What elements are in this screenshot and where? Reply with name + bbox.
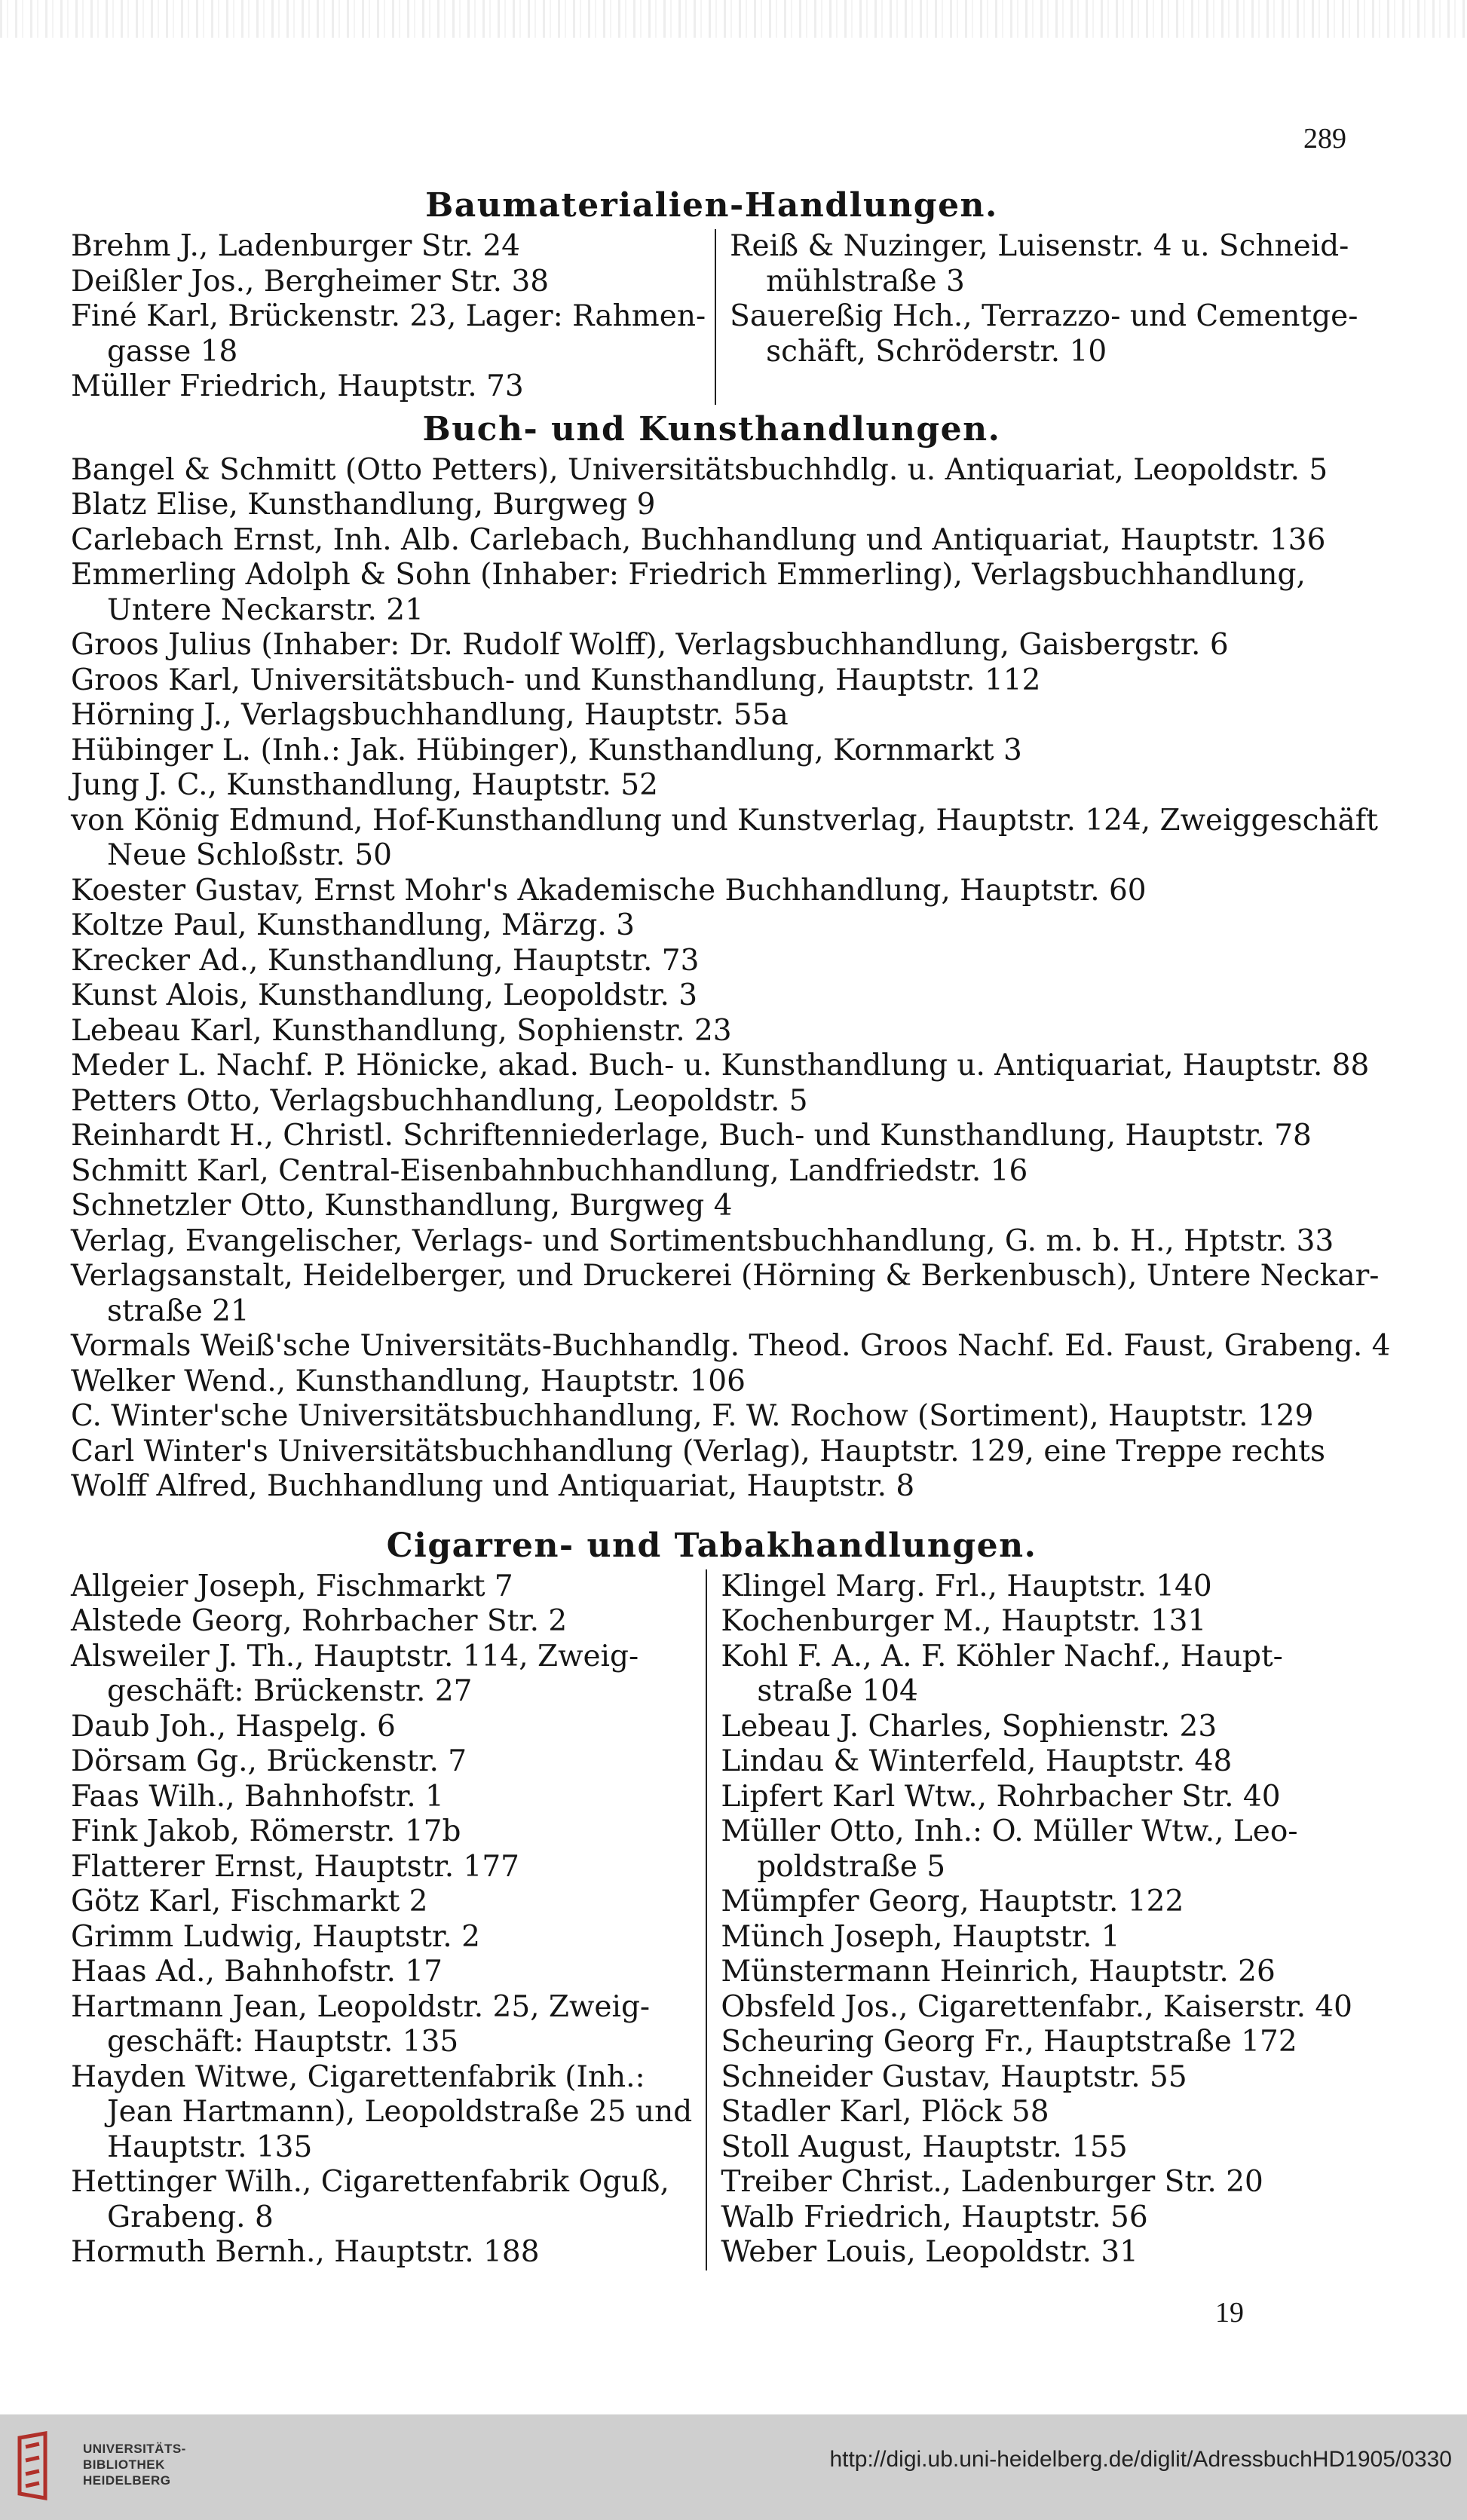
entry-line: Jung J. C., Kunsthandlung, Hauptstr. 52	[71, 768, 658, 802]
column-left	[71, 1569, 706, 2270]
entry-line: Schmitt Karl, Central-Eisenbahnbuchhandlung, Landfriedstr. 16	[71, 1153, 1028, 1188]
source-url-link[interactable]: http://digi.ub.uni-heidelberg.de/diglit/AdressbuchHD1905/0330	[829, 2447, 1452, 2472]
entry-line: Stoll August, Hauptstr. 155	[721, 2130, 1128, 2164]
entry-line: Weber Louis, Leopoldstr. 31	[721, 2235, 1138, 2269]
directory-entry	[721, 2165, 1352, 2200]
directory-entry	[721, 1990, 1352, 2025]
entry-line: von König Edmund, Hof-Kunsthandlung und Kunstverlag, Hauptstr. 124, Zweiggeschäft	[71, 803, 1378, 837]
directory-entry	[721, 2235, 1352, 2270]
directory-entry	[71, 265, 706, 300]
directory-entry	[71, 1569, 697, 1605]
section-cigarren	[71, 1569, 1352, 2270]
entry-line: Carl Winter's Universitätsbuchhandlung (Verlag), Hauptstr. 129, eine Treppe rechts	[71, 1434, 1325, 1468]
entry-line: Walb Friedrich, Hauptstr. 56	[721, 2200, 1148, 2234]
entry-line: Alstede Georg, Rohrbacher Str. 2	[71, 1604, 568, 1638]
section-heading-buch: Buch- und Kunsthandlungen.	[422, 409, 1001, 449]
entry-line: Grimm Ludwig, Hauptstr. 2	[71, 1919, 480, 1954]
entry-line: Emmerling Adolph & Sohn (Inhaber: Friedrich Emmerling), Verlagsbuchhandlung,	[71, 558, 1306, 592]
directory-entry	[721, 1780, 1352, 1815]
entry-line: Hettinger Wilh., Cigarettenfabrik Oguß,	[71, 2165, 669, 2199]
entry-continuation: Grabeng. 8	[107, 2200, 274, 2234]
entry-line: Obsfeld Jos., Cigarettenfabr., Kaiserstr. 40	[721, 1989, 1352, 2024]
entry-line: Müller Otto, Inh.: O. Müller Wtw., Leo-	[721, 1814, 1298, 1848]
directory-entry	[71, 1189, 1352, 1224]
directory-entry	[71, 299, 706, 369]
entry-line: Schneider Gustav, Hauptstr. 55	[721, 2059, 1187, 2094]
entry-line: Finé Karl, Brückenstr. 23, Lager: Rahmen-	[71, 299, 706, 333]
entry-continuation: gasse 18	[107, 334, 238, 369]
library-name-line: BIBLIOTHEK	[83, 2457, 165, 2472]
entry-continuation: Neue Schloßstr. 50	[107, 838, 392, 872]
entry-line: Dörsam Gg., Brückenstr. 7	[71, 1744, 467, 1778]
directory-entry	[71, 944, 1352, 979]
signature-number: 19	[1215, 2297, 1244, 2329]
directory-entry	[71, 369, 706, 405]
directory-entry	[71, 1920, 697, 1955]
entry-line: Fink Jakob, Römerstr. 17b	[71, 1814, 461, 1848]
entry-line: Vormals Weiß'sche Universitäts-Buchhandlg. Theod. Groos Nachf. Ed. Faust, Grabeng. 4	[71, 1329, 1391, 1363]
entry-line: Petters Otto, Verlagsbuchhandlung, Leopoldstr. 5	[71, 1083, 808, 1118]
library-logo-icon	[15, 2430, 51, 2503]
directory-entry	[71, 1885, 697, 1920]
directory-entry	[721, 2130, 1352, 2166]
directory-entry	[71, 1604, 697, 1640]
directory-entry	[721, 1814, 1352, 1885]
entry-continuation: geschäft: Brückenstr. 27	[107, 1674, 473, 1708]
entry-line: Lindau & Winterfeld, Hauptstr. 48	[721, 1744, 1233, 1778]
directory-entry	[730, 229, 1358, 299]
entry-continuation: Hauptstr. 135	[107, 2130, 313, 2164]
directory-entry	[71, 628, 1352, 663]
entry-line: Hübinger L. (Inh.: Jak. Hübinger), Kunsthandlung, Kornmarkt 3	[71, 733, 1022, 767]
directory-entry	[71, 1329, 1391, 1364]
entry-line: Kochenburger M., Hauptstr. 131	[721, 1604, 1207, 1638]
directory-entry	[71, 453, 1352, 488]
entry-line: Scheuring Georg Fr., Hauptstraße 172	[721, 2025, 1297, 2059]
entry-line: Bangel & Schmitt (Otto Petters), Universitätsbuchhdlg. u. Antiquariat, Leopoldstr. 5	[71, 452, 1328, 487]
directory-entry	[71, 1955, 697, 1990]
entry-line: Verlagsanstalt, Heidelberger, und Druckerei (Hörning & Berkenbusch), Untere Neckar-	[71, 1259, 1380, 1293]
library-name-line: UNIVERSITÄTS-	[83, 2442, 186, 2456]
entry-line: Allgeier Joseph, Fischmarkt 7	[71, 1569, 513, 1603]
directory-entry	[721, 1744, 1352, 1780]
directory-entry	[721, 1920, 1352, 1955]
entry-line: Mümpfer Georg, Hauptstr. 122	[721, 1885, 1184, 1918]
directory-entry	[71, 698, 1352, 733]
entry-line: Groos Karl, Universitätsbuch- und Kunsthandlung, Hauptstr. 112	[71, 663, 1041, 697]
entry-line: Reiß & Nuzinger, Luisenstr. 4 u. Schneid-	[730, 229, 1349, 263]
entry-line: Brehm J., Ladenburger Str. 24	[71, 229, 520, 263]
entry-line: Krecker Ad., Kunsthandlung, Hauptstr. 73	[71, 943, 700, 978]
entry-continuation: straße 21	[107, 1294, 250, 1328]
entry-continuation: schäft, Schröderstr. 10	[766, 334, 1107, 369]
entry-line: Meder L. Nachf. P. Hönicke, akad. Buch- u. Kunsthandlung u. Antiquariat, Hauptstr. 88	[71, 1049, 1370, 1082]
entry-line: Verlag, Evangelischer, Verlags- und Sortimentsbuchhandlung, G. m. b. H., Hptstr. 33	[71, 1223, 1334, 1258]
entry-line: Alsweiler J. Th., Hauptstr. 114, Zweig-	[71, 1639, 639, 1673]
directory-entry	[71, 1435, 1352, 1470]
directory-entry	[71, 1814, 697, 1850]
directory-entry	[71, 1154, 1352, 1190]
directory-entry	[71, 1990, 697, 2060]
section-buch	[71, 452, 1391, 1505]
page-number: 289	[1303, 123, 1346, 155]
entry-continuation: geschäft: Hauptstr. 135	[107, 2025, 459, 2059]
directory-entry	[71, 1224, 1352, 1260]
entry-line: Blatz Elise, Kunsthandlung, Burgweg 9	[71, 488, 656, 522]
directory-entry	[71, 2165, 697, 2235]
entry-line: Kunst Alois, Kunsthandlung, Leopoldstr. 3	[71, 978, 698, 1012]
entry-continuation: Untere Neckarstr. 21	[107, 592, 424, 627]
directory-entry	[71, 1710, 697, 1745]
entry-line: Daub Joh., Haspelg. 6	[71, 1709, 396, 1744]
directory-entry	[71, 1364, 1352, 1400]
directory-entry	[71, 1640, 697, 1710]
entry-line: Stadler Karl, Plöck 58	[721, 2095, 1049, 2129]
directory-entry	[721, 1604, 1352, 1640]
entry-line: Lipfert Karl Wtw., Rohrbacher Str. 40	[721, 1779, 1281, 1814]
directory-entry	[71, 1399, 1352, 1435]
section-heading-cigarren: Cigarren- und Tabakhandlungen.	[386, 1526, 1037, 1565]
entry-line: Münch Joseph, Hauptstr. 1	[721, 1919, 1120, 1954]
directory-entry	[71, 1850, 697, 1885]
directory-entry	[71, 523, 1352, 559]
directory-entry	[71, 803, 1378, 874]
directory-entry	[71, 488, 1352, 523]
directory-entry	[71, 1259, 1380, 1329]
directory-entry	[71, 1744, 697, 1780]
directory-entry	[721, 1955, 1352, 1990]
entry-line: Lebeau J. Charles, Sophienstr. 23	[721, 1709, 1217, 1744]
entry-continuation: mühlstraße 3	[766, 264, 965, 299]
directory-entry	[71, 1119, 1352, 1154]
directory-entry	[71, 768, 1352, 804]
directory-entry	[71, 1084, 1352, 1119]
entry-line: Sauereßig Hch., Terrazzo- und Cementge-	[730, 299, 1358, 333]
directory-entry	[71, 663, 1352, 699]
entry-line: Hormuth Bernh., Hauptstr. 188	[71, 2235, 540, 2269]
entry-line: Götz Karl, Fischmarkt 2	[71, 1885, 428, 1918]
page-content	[71, 186, 1391, 2270]
column-right	[715, 229, 1358, 405]
section-heading-baumaterialien: Baumaterialien-Handlungen.	[425, 186, 998, 225]
directory-entry	[71, 558, 1352, 628]
entry-line: Müller Friedrich, Hauptstr. 73	[71, 369, 524, 403]
entry-line: Carlebach Ernst, Inh. Alb. Carlebach, Buchhandlung und Antiquariat, Hauptstr. 136	[71, 522, 1326, 557]
entry-line: Münstermann Heinrich, Hauptstr. 26	[721, 1955, 1276, 1989]
directory-entry	[721, 1640, 1352, 1710]
directory-entry	[71, 2235, 697, 2270]
entry-continuation: poldstraße 5	[757, 1849, 946, 1884]
entry-line: Groos Julius (Inhaber: Dr. Rudolf Wolff), Verlagsbuchhandlung, Gaisbergstr. 6	[71, 628, 1229, 662]
directory-entry	[721, 1710, 1352, 1745]
section-baumaterialien	[71, 229, 1358, 405]
scan-edge-noise	[0, 0, 1467, 38]
entry-line: Schnetzler Otto, Kunsthandlung, Burgweg 4	[71, 1189, 733, 1223]
entry-line: Kohl F. A., A. F. Köhler Nachf., Haupt-	[721, 1639, 1283, 1673]
directory-entry	[730, 299, 1358, 369]
entry-line: Klingel Marg. Frl., Hauptstr. 140	[721, 1569, 1212, 1603]
entry-line: Koltze Paul, Kunsthandlung, Märzg. 3	[71, 908, 635, 942]
entry-line: Lebeau Karl, Kunsthandlung, Sophienstr. 23	[71, 1013, 732, 1048]
library-name-line: HEIDELBERG	[83, 2473, 171, 2488]
directory-entry	[71, 1014, 1352, 1049]
directory-entry	[721, 1885, 1352, 1920]
directory-entry	[71, 733, 1352, 769]
entry-line: Treiber Christ., Ladenburger Str. 20	[721, 2165, 1263, 2199]
library-name	[83, 2441, 186, 2488]
directory-entry	[71, 1469, 1352, 1505]
directory-entry	[71, 874, 1352, 909]
directory-entry	[721, 2095, 1352, 2130]
directory-entry	[71, 978, 1352, 1014]
directory-entry	[721, 2060, 1352, 2096]
entry-line: Hayden Witwe, Cigarettenfabrik (Inh.:	[71, 2059, 645, 2094]
directory-entry	[71, 2060, 697, 2166]
directory-entry	[71, 1780, 697, 1815]
entry-line: Reinhardt H., Christl. Schriftenniederlage, Buch- und Kunsthandlung, Hauptstr. 78	[71, 1119, 1312, 1153]
directory-entry	[721, 2200, 1352, 2236]
entry-line: Hörning J., Verlagsbuchhandlung, Hauptstr. 55a	[71, 698, 789, 732]
entry-line: Flatterer Ernst, Hauptstr. 177	[71, 1849, 519, 1884]
directory-entry	[721, 2025, 1352, 2060]
column-right	[706, 1569, 1352, 2270]
directory-entry	[71, 908, 1352, 944]
directory-entry	[71, 1049, 1370, 1084]
directory-entry	[71, 229, 706, 265]
column-left	[71, 229, 715, 405]
entry-continuation: Jean Hartmann), Leopoldstraße 25 und	[107, 2095, 693, 2129]
entry-line: Deißler Jos., Bergheimer Str. 38	[71, 264, 550, 299]
directory-entry	[721, 1569, 1352, 1605]
entry-line: Koester Gustav, Ernst Mohr's Akademische Buchhandlung, Hauptstr. 60	[71, 873, 1147, 908]
entry-line: Wolff Alfred, Buchhandlung und Antiquariat, Hauptstr. 8	[71, 1469, 915, 1503]
entry-line: Welker Wend., Kunsthandlung, Hauptstr. 106	[71, 1364, 746, 1398]
entry-line: Haas Ad., Bahnhofstr. 17	[71, 1955, 443, 1989]
entry-continuation: straße 104	[757, 1674, 918, 1708]
entry-line: Faas Wilh., Bahnhofstr. 1	[71, 1779, 444, 1814]
entry-line: Hartmann Jean, Leopoldstr. 25, Zweig-	[71, 1989, 651, 2024]
entry-line: C. Winter'sche Universitätsbuchhandlung, F. W. Rochow (Sortiment), Hauptstr. 129	[71, 1399, 1314, 1433]
